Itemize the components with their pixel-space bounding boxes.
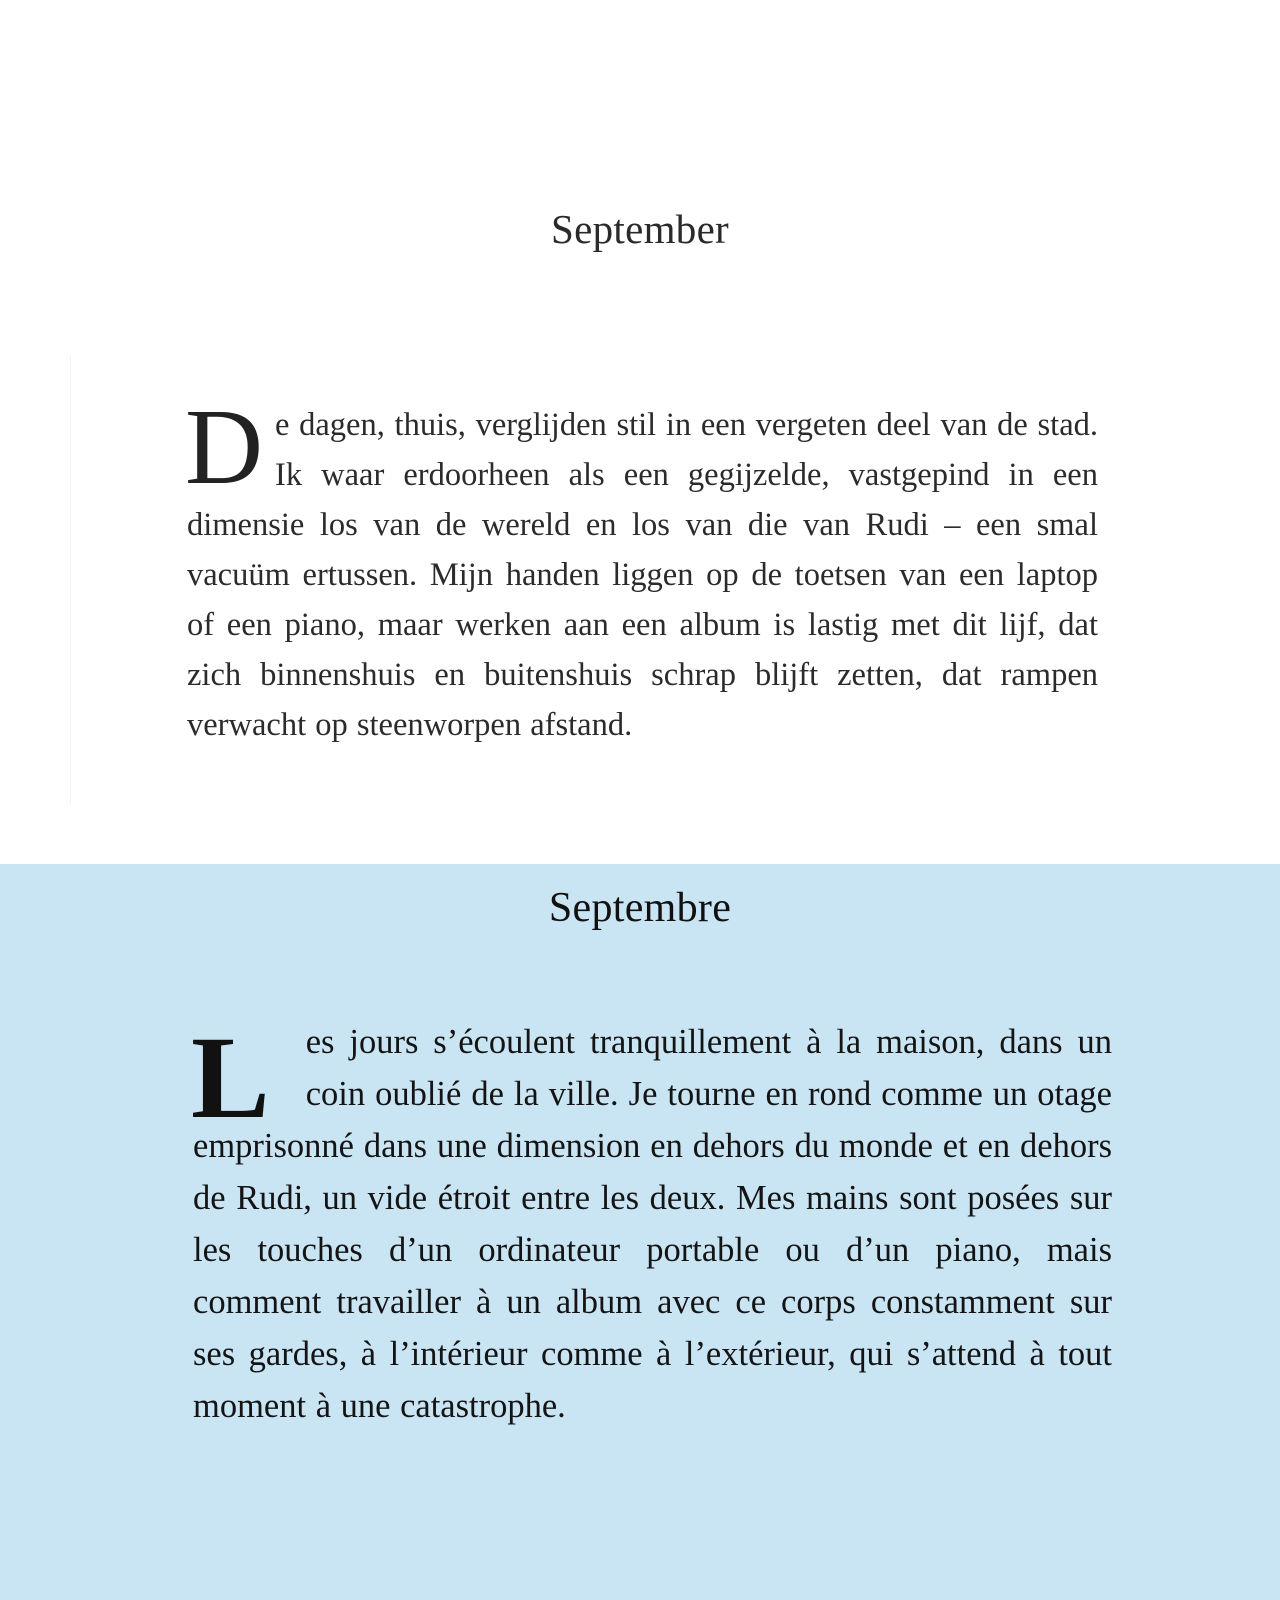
french-drop-cap: L xyxy=(191,1012,270,1143)
dutch-drop-cap: D xyxy=(185,388,263,507)
dutch-body-text: e dagen, thuis, verglijden stil in een vergeten deel van de stad. Ik waar erdoorheen als een gegijzelde, vastgepind in een dimensie los van de wereld en los van die van Rudi – een smal vacuüm ertussen. Mijn handen liggen op de toetsen van een laptop of een piano, maar werken aan een album is lastig met dit lijf, dat zich binnenshuis en buitenshuis schrap blijft zetten, dat rampen verwacht op steenworpen afstand. xyxy=(187,407,1098,743)
french-body-text: es jours s’écoulent tranquillement à la maison, dans un coin oublié de la ville. Je tourne en rond comme un otage emprisonné dans une dimension en dehors du monde et en dehors de Rudi, un vide étroit entre les deux. Mes mains sont posées sur les touches d’un ordinateur portable ou d’un piano, mais comment travailler à un album avec ce corps constamment sur ses gardes, à l’intérieur comme à l’extérieur, qui s’attend à tout moment à une catastrophe. xyxy=(193,1023,1112,1425)
french-translation-section xyxy=(0,864,1280,1600)
scan-edge-divider xyxy=(70,355,71,805)
french-chapter-title: Septembre xyxy=(548,885,732,931)
french-paragraph xyxy=(191,1012,1112,1432)
dutch-chapter-title: September xyxy=(550,206,730,252)
dutch-paragraph xyxy=(185,388,1098,750)
